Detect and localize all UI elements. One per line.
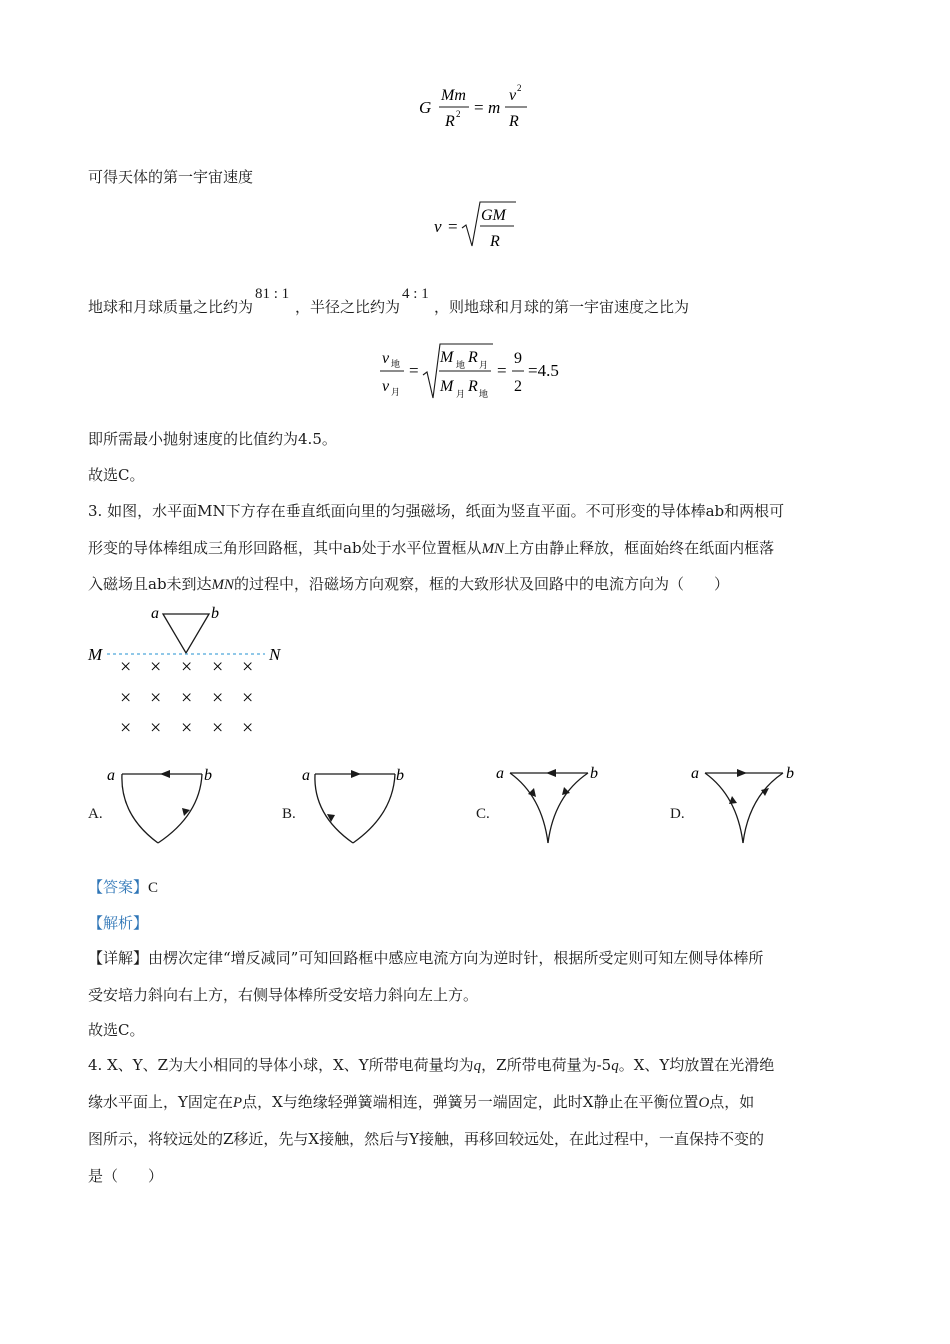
field-cross: ×	[242, 656, 254, 678]
arrow-up-icon	[729, 796, 737, 804]
formula3-sub-earth-top: 地	[391, 359, 401, 369]
q4-line1-a: 4. X、Y、Z为大小相同的导体小球，X、Y所带电荷量均为	[88, 1056, 474, 1074]
q3-line3-a: 入磁场且ab未到达	[88, 575, 212, 593]
option-D-diagram[interactable]	[685, 760, 805, 850]
option-C-a: a	[496, 765, 504, 782]
option-A-a: a	[107, 767, 115, 784]
q4-line1	[88, 1055, 868, 1076]
q4-line2-b: 点，X与绝缘轻弹簧端相连，弹簧另一端固定，此时X静止在平衡位置	[242, 1093, 699, 1111]
q3-figure	[85, 600, 295, 740]
triangle-frame	[163, 614, 209, 653]
formula3-result: =4.5	[528, 361, 559, 380]
formula-gravity-centripetal	[415, 80, 555, 136]
q4-o: O	[698, 1095, 710, 1111]
answer-line	[88, 877, 868, 898]
q3-line2	[88, 538, 868, 559]
q4-line2-c: 点，如	[709, 1093, 755, 1111]
field-cross: ×	[120, 656, 132, 678]
option-B-diagram[interactable]	[295, 760, 415, 850]
field-cross: ×	[150, 656, 162, 678]
formula3-R-bottom: R	[468, 378, 478, 395]
formula2-v: v	[434, 217, 442, 236]
option-D-label[interactable]: D.	[670, 806, 685, 822]
analysis-tag: 【解析】	[88, 914, 149, 932]
field-cross: ×	[242, 687, 254, 709]
formula1-den-right: R	[509, 113, 519, 130]
formula3-sub-moon-bottom: 月	[391, 387, 401, 397]
formula1-eq: =	[474, 98, 484, 117]
answer-value: C	[148, 880, 159, 896]
text-first-cosmic: 可得天体的第一宇宙速度	[88, 168, 254, 186]
answer-tag: 【答案】	[88, 878, 149, 896]
detail-line2: 受安培力斜向右上方，右侧导体棒所受安培力斜向左上方。	[88, 986, 479, 1004]
option-B-b: b	[396, 767, 404, 784]
text-choose-1: 故选C。	[88, 466, 145, 484]
option-D-a: a	[691, 765, 699, 782]
option-C-b: b	[590, 765, 598, 782]
text-result: 即所需最小抛射速度的比值约为4.5。	[88, 430, 337, 448]
arrow-left-icon	[546, 769, 556, 777]
field-cross: ×	[242, 717, 254, 739]
option-A-b: b	[204, 767, 212, 784]
formula1-m: m	[488, 98, 501, 117]
ratio-part2: ，半径之比约为	[295, 298, 401, 316]
q3-line1: 3. 如图，水平面MN下方存在垂直纸面向里的匀强磁场，纸面为竖直平面。不可形变的导体棒ab和两根可	[88, 502, 785, 520]
q4-q: q	[473, 1058, 482, 1074]
arrow-right-icon	[351, 770, 361, 778]
option-A-label[interactable]: A.	[88, 806, 103, 822]
ratio-part3: ，则地球和月球的第一宇宙速度之比为	[434, 298, 690, 316]
formula3-v-top: v	[382, 350, 390, 367]
text-choose-2: 故选C。	[88, 1021, 145, 1039]
field-cross: ×	[181, 687, 193, 709]
formula3-M-bottom: M	[440, 378, 454, 395]
option-C-diagram[interactable]	[490, 760, 610, 850]
q4-line3: 图所示，将较远处的Z移近，先与X接触，然后与Y接触，再移回较远处，在此过程中，一直保持不变的	[88, 1130, 765, 1148]
formula2-den: R	[490, 233, 500, 250]
magnetic-field-crosses	[120, 656, 253, 739]
formula3-den: 2	[514, 378, 522, 395]
option-C-label[interactable]: C.	[476, 806, 490, 822]
detail-tag: 【详解】	[88, 949, 149, 967]
detail-line1	[88, 948, 868, 968]
q4-line4: 是（ ）	[88, 1167, 164, 1185]
field-cross: ×	[150, 687, 162, 709]
formula1-G: G	[419, 98, 432, 117]
q4-line1-b: ，Z所带电荷量为-5	[481, 1056, 612, 1074]
option-A-diagram[interactable]	[100, 760, 220, 850]
q3-line3	[88, 574, 868, 595]
detail-text1: 由楞次定律“增反减同”可知回路框中感应电流方向为逆时针，根据所受定则可知左侧导体棒所	[148, 949, 764, 967]
figure-label-a: a	[151, 605, 159, 622]
field-cross: ×	[181, 717, 193, 739]
field-cross: ×	[212, 656, 224, 678]
text-ratio-line	[88, 286, 690, 318]
formula3-sub-moon-M: 月	[456, 389, 466, 399]
option-D-b: b	[786, 765, 794, 782]
figure-label-M: M	[88, 645, 103, 664]
q3-line3-mn: MN	[211, 577, 235, 593]
formula3-sub-moon-R: 月	[479, 360, 489, 370]
formula1-num-left: Mm	[441, 87, 466, 104]
q3-line2-b: 上方由静止释放，框面始终在纸面内框落	[504, 539, 775, 557]
radius-ratio: 4 : 1	[402, 286, 429, 302]
formula2-eq: =	[448, 217, 458, 236]
formula1-num-right: v	[509, 87, 517, 104]
q4-line2	[88, 1092, 868, 1113]
figure-label-N: N	[269, 645, 281, 664]
field-cross: ×	[120, 717, 132, 739]
ratio-part1: 地球和月球质量之比约为	[88, 298, 254, 316]
q3-line2-a: 形变的导体棒组成三角形回路框，其中ab处于水平位置框从	[88, 539, 482, 557]
formula1-den-exp: 2	[456, 109, 461, 119]
formula-velocity-ratio	[378, 340, 588, 404]
formula3-v-bottom: v	[382, 378, 390, 395]
arrow-left-icon	[160, 770, 170, 778]
field-cross: ×	[212, 687, 224, 709]
figure-label-b: b	[211, 605, 219, 622]
q3-line3-b: 的过程中，沿磁场方向观察，框的大致形状及回路中的电流方向为（ ）	[234, 575, 730, 593]
formula-first-cosmic-velocity	[430, 196, 530, 254]
formula1-num-exp: 2	[517, 83, 522, 93]
formula3-sub-earth-R: 地	[479, 389, 489, 399]
field-cross: ×	[212, 717, 224, 739]
field-cross: ×	[181, 656, 193, 678]
q4-p: P	[232, 1095, 243, 1111]
formula3-M-top: M	[440, 349, 454, 366]
mass-ratio: 81 : 1	[255, 286, 290, 302]
q4-q2: q	[611, 1058, 619, 1074]
q4-line1-c: 。X、Y均放置在光滑绝	[618, 1056, 775, 1074]
arrow-up-icon	[182, 808, 190, 816]
formula2-num: GM	[481, 207, 506, 224]
q4-line2-a: 缘水平面上，Y固定在	[88, 1093, 233, 1111]
arrow-right-icon	[737, 769, 747, 777]
option-B-label[interactable]: B.	[282, 806, 296, 822]
q3-line2-mn: MN	[481, 541, 505, 557]
formula3-eq2: =	[497, 361, 507, 380]
field-cross: ×	[150, 717, 162, 739]
arrow-down-icon	[327, 814, 335, 822]
option-B-a: a	[302, 767, 310, 784]
formula3-eq1: =	[409, 361, 419, 380]
formula1-den-left: R	[445, 113, 455, 130]
field-cross: ×	[120, 687, 132, 709]
formula3-num: 9	[514, 350, 522, 367]
formula3-sub-earth-M: 地	[456, 360, 466, 370]
formula3-R-top: R	[468, 349, 478, 366]
